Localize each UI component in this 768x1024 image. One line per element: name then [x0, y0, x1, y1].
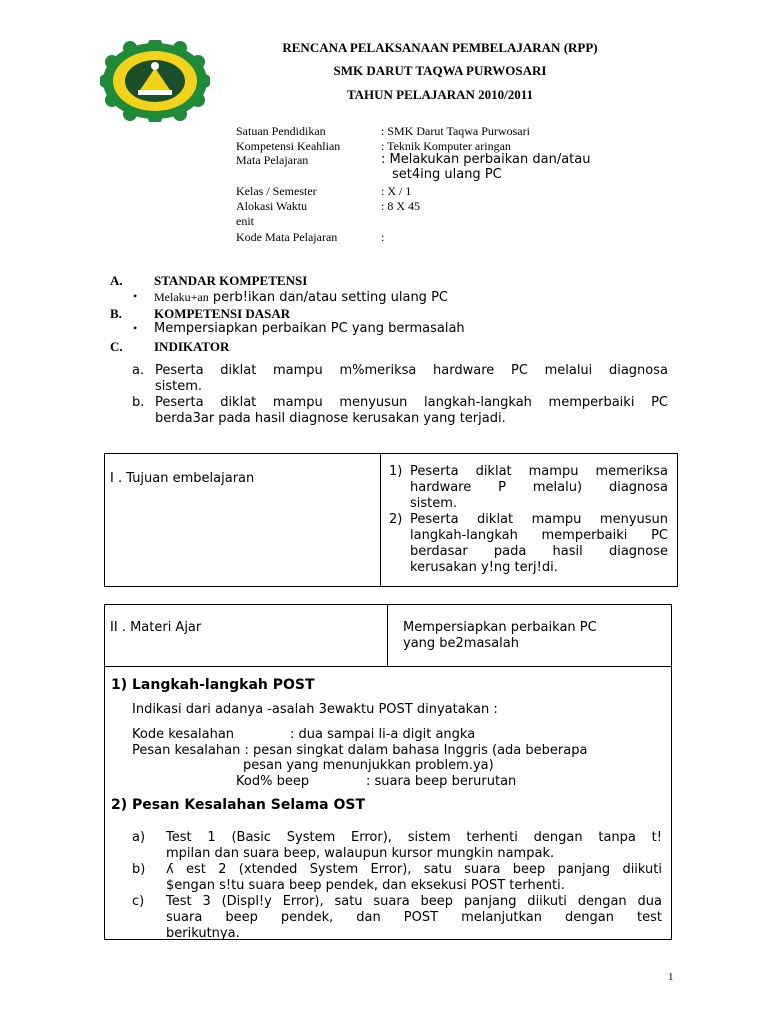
- table-right-cell: yang be2masalah: [403, 636, 519, 651]
- section-letter: A.: [110, 273, 123, 288]
- identity-label: Alokasi Waktu: [236, 199, 308, 213]
- table-left-cell: II . Materi Ajar: [110, 620, 202, 635]
- identity-value: :: [381, 230, 385, 244]
- identity-label: Kode Mata Pelajaran: [236, 230, 338, 244]
- definition-label: Kod% beep: [236, 774, 310, 789]
- list-item: Test 1 (Basic System Error), sistem terhenti dengan tanpa t!: [166, 830, 662, 845]
- list-mark: c): [132, 894, 145, 909]
- identity-value: : SMK Darut Taqwa Purwosari: [381, 124, 530, 138]
- bullet-text: Mempersiapkan perbaikan PC yang bermasalah: [154, 321, 465, 336]
- identity-value: : Teknik Komputer aringan: [381, 139, 511, 153]
- list-mark: b.: [132, 395, 145, 410]
- subheading: 2) Pesan Kesalahan Selama OST: [111, 797, 366, 813]
- list-item: Peserta diklat mampu menyusun: [410, 512, 668, 527]
- identity-label: enit: [236, 214, 254, 228]
- indicator-line: Peserta diklat mampu menyusun langkah-langkah memperbaiki PC: [155, 395, 668, 410]
- doc-title: RENCANA PELAKSANAAN PEMBELAJARAN (RPP): [282, 40, 598, 55]
- list-item: langkah-langkah memperbaiki PC: [410, 528, 668, 543]
- paragraph: Indikasi dari adanya -asalah 3ewaktu POST dinyatakan :: [132, 702, 498, 717]
- definition-value: : dua sampai li-a digit angka: [290, 727, 476, 742]
- paragraph: Pesan kesalahan : pesan singkat dalam bahasa Inggris (ada beberapa: [132, 743, 588, 758]
- list-item: hardware P melalu) diagnosa: [410, 480, 668, 495]
- table-divider: [380, 453, 381, 587]
- identity-value: set4ing ulang PC: [392, 167, 502, 182]
- school-name: SMK DARUT TAQWA PURWOSARI: [333, 63, 547, 78]
- list-item: ʎ est 2 (xtended System Error), satu suara beep panjang diikuti: [166, 862, 662, 877]
- list-mark: 1): [389, 464, 403, 479]
- identity-value: : X / 1: [381, 184, 412, 198]
- bullet-mark: •: [133, 321, 138, 335]
- academic-year: TAHUN PELAJARAN 2010/2011: [346, 87, 534, 102]
- identity-label: Kompetensi Keahlian: [236, 139, 341, 153]
- table-divider: [104, 666, 672, 667]
- table-divider: [387, 604, 388, 666]
- indicator-line: Peserta diklat mampu m%meriksa hardware PC melalui diagnosa: [155, 363, 668, 378]
- indicator-line: berda3ar pada hasil diagnose kerusakan yang terjadi.: [155, 411, 506, 426]
- table-right-cell: Mempersiapkan perbaikan PC: [403, 620, 597, 635]
- list-item: berikutnya.: [166, 926, 240, 941]
- list-item: sistem.: [410, 496, 458, 511]
- definition-value: : suara beep berurutan: [366, 774, 517, 789]
- list-item: kerusakan y!ng terj!di.: [410, 560, 558, 575]
- indicator-line: sistem.: [155, 379, 203, 394]
- identity-label: Satuan Pendidikan: [236, 124, 326, 138]
- table-left-cell: I . Tujuan embelajaran: [110, 471, 255, 486]
- identity-value: : Melakukan perbaikan dan/atau: [381, 152, 591, 167]
- section-title: KOMPETENSI DASAR: [154, 306, 291, 321]
- list-item: Peserta diklat mampu memeriksa: [410, 464, 668, 479]
- definition-label: Kode kesalahan: [132, 727, 235, 742]
- list-item: $engan s!tu suara beep pendek, dan eksekusi POST terhenti.: [166, 878, 565, 893]
- list-item: Test 3 (Displ!y Error), satu suara beep panjang diikuti dengan dua: [166, 894, 662, 909]
- bullet-text: Melaku+an perb!ikan dan/atau setting ulang PC: [154, 290, 448, 305]
- school-logo: [100, 40, 210, 122]
- identity-label: Mata Pelajaran: [236, 153, 309, 167]
- list-item: berdasar pada hasil diagnose: [410, 544, 668, 559]
- list-mark: a.: [132, 363, 145, 378]
- page-number: 1: [668, 971, 674, 983]
- section-title: STANDAR KOMPETENSI: [154, 273, 308, 288]
- list-mark: b): [132, 862, 146, 877]
- list-item: mpilan dan suara beep, walaupun kursor mungkin nampak.: [166, 846, 555, 861]
- subheading: 1) Langkah-langkah POST: [111, 677, 315, 693]
- section-letter: B.: [110, 306, 122, 321]
- list-item: suara beep pendek, dan POST melanjutkan dengan test: [166, 910, 662, 925]
- list-mark: a): [132, 830, 146, 845]
- paragraph: pesan yang menunjukkan problem.ya): [243, 758, 494, 773]
- identity-label: Kelas / Semester: [236, 184, 317, 198]
- list-mark: 2): [389, 512, 403, 527]
- section-title: INDIKATOR: [154, 339, 230, 354]
- section-letter: C.: [110, 339, 123, 354]
- identity-value: : 8 X 45: [381, 199, 420, 213]
- bullet-mark: •: [133, 289, 138, 303]
